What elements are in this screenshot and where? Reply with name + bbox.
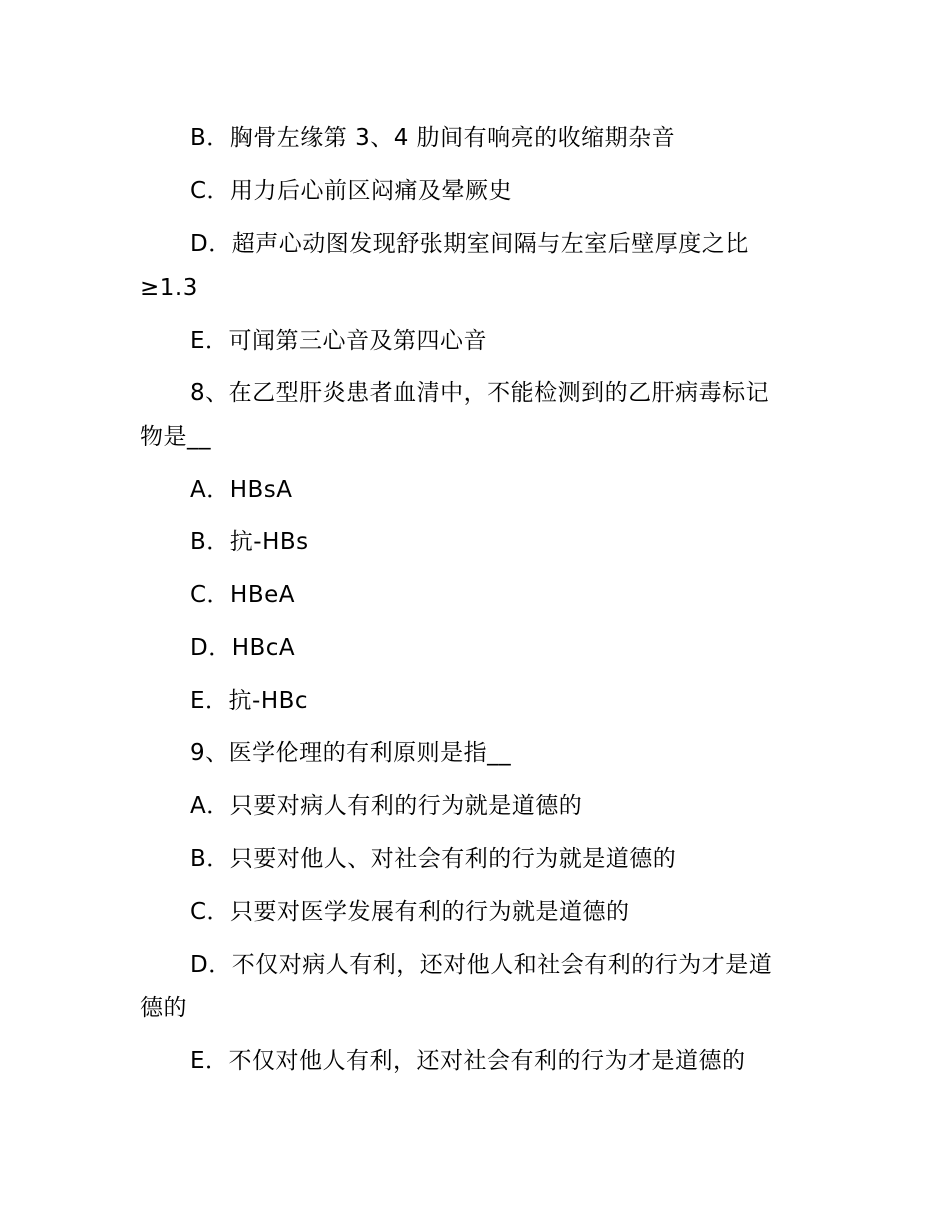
q9-option-c: C．只要对医学发展有利的行为就是道德的 bbox=[190, 899, 630, 925]
q9-option-d-line1: D．不仅对病人有利，还对他人和社会有利的行为才是道 bbox=[190, 952, 773, 978]
q8-option-a: A．HBsA bbox=[190, 477, 293, 503]
q9-option-d-line2: 德的 bbox=[140, 995, 187, 1021]
q9-stem: 9、医学伦理的有利原则是指__ bbox=[190, 740, 512, 766]
q7-option-b: B．胸骨左缘第 3、4 肋间有响亮的收缩期杂音 bbox=[190, 125, 676, 151]
q7-option-e: E．可闻第三心音及第四心音 bbox=[190, 328, 488, 354]
q8-option-d: D．HBcA bbox=[190, 635, 296, 661]
q9-option-e: E．不仅对他人有利，还对社会有利的行为才是道德的 bbox=[190, 1048, 746, 1074]
q8-option-e: E．抗-HBc bbox=[190, 688, 309, 714]
q7-option-c: C．用力后心前区闷痛及晕厥史 bbox=[190, 178, 513, 204]
q9-option-b: B．只要对他人、对社会有利的行为就是道德的 bbox=[190, 846, 677, 872]
q8-stem-line1: 8、在乙型肝炎患者血清中，不能检测到的乙肝病毒标记 bbox=[190, 380, 770, 406]
q7-option-d-line2: ≥1.3 bbox=[140, 275, 198, 301]
q7-option-d-line1: D．超声心动图发现舒张期室间隔与左室后壁厚度之比 bbox=[190, 231, 749, 257]
q8-stem-line2: 物是__ bbox=[140, 424, 211, 450]
q9-option-a: A．只要对病人有利的行为就是道德的 bbox=[190, 793, 583, 819]
q8-option-c: C．HBeA bbox=[190, 582, 296, 608]
q8-option-b: B．抗-HBs bbox=[190, 529, 309, 555]
